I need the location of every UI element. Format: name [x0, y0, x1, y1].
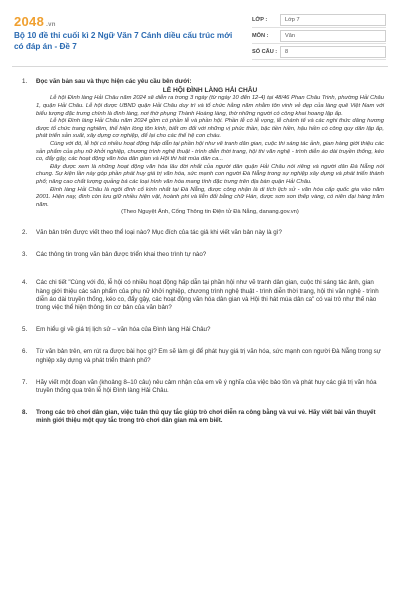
site-logo[interactable]: 2048 .vn: [14, 14, 56, 29]
question-count-value: 8: [280, 46, 386, 58]
question-count-label: SỐ CÂU :: [252, 49, 278, 55]
reading-source: (Theo Nguyệt Ánh, Cổng Thông tin Điện tử Đà Nẵng, danang.gov.vn): [121, 209, 299, 216]
class-label: LỚP :: [252, 17, 268, 23]
header-divider: [12, 66, 388, 67]
question-number: 3.: [22, 251, 28, 259]
class-value: Lớp 7: [280, 14, 386, 26]
exam-content: [22, 78, 384, 426]
question-text: Các chi tiết "Cùng với đó, lễ hội có nhiều hoạt động hấp dẫn tại phần hội như vẽ tranh dân gian, cuộc thi sáng tác ảnh, gian hàng giới thiệu các sản phẩm của phụ nữ khởi nghiệp, chương trình nghệ thuật - trình diễn thời trang, hội thi văn nghệ - trình diễn áo dài truyền thống, kéo co, đẩy gậy, các hoạt động văn hóa dân gian và Hội thi hát múa dân ca" có vai trò như thế nào trong việc thể hiện thông tin cơ bản của văn bản?: [36, 279, 379, 311]
question-text: Trong các trò chơi dân gian, việc tuân thủ quy tắc giúp trò chơi diễn ra công bằng và vui vẻ. Hãy viết bài văn thuyết minh giới thiệu một quy tắc trong trò chơi dân gian mà em biết.: [36, 409, 376, 425]
reading-paragraph: Cùng với đó, lễ hội có nhiều hoạt động hấp dẫn tại phần hội như vẽ tranh dân gian, cuộc thi sáng tác ảnh, gian hàng giới thiệu các sản phẩm của phụ nữ khởi nghiệp, chương trình nghệ thuật - trình diễn thời trang, hội thi văn nghệ - trình diễn áo dài truyền thống, kéo co, đẩy gậy, các hoạt động văn hóa dân gian và Hội thi hát múa dân ca...: [36, 140, 384, 163]
reading-paragraph: Đình làng Hải Châu là ngôi đình cổ kính nhất tại Đà Nẵng, được công nhận là di tích lịch sử - văn hóa cấp quốc gia vào năm 2001. Hiện nay, đình còn lưu giữ nhiều hiện vật, hoành phi và liễn đối bằng chữ Hán, được sơn son thếp vàng, có niên đại hàng trăm năm.: [36, 186, 384, 208]
question-number: 5.: [22, 326, 28, 334]
question-3: [22, 251, 384, 259]
reading-title: LỄ HỘI ĐÌNH LÀNG HẢI CHÂU: [162, 87, 258, 95]
question-count-row: [252, 45, 386, 60]
subject-value: Văn: [280, 30, 386, 42]
exam-info-panel: [252, 13, 386, 61]
question-number: 1.: [22, 78, 28, 85]
question-6: [22, 348, 384, 364]
question-text: Văn bản trên được viết theo thể loại nào? Mục đích của tác giả khi viết văn bản này là gì?: [36, 228, 282, 236]
question-text: Từ văn bản trên, em rút ra được bài học gì? Em sẽ làm gì để phát huy giá trị văn hóa, sức mạnh con người Đà Nẵng trong sự nghiệp xây dựng và phát triển thành phố?: [36, 348, 381, 364]
question-number: 2.: [22, 228, 28, 236]
question-number: 8.: [22, 409, 28, 417]
question-4: [22, 279, 384, 312]
subject-row: [252, 29, 386, 44]
question-number: 7.: [22, 378, 28, 386]
question-text: Hãy viết một đoạn văn (khoảng 8–10 câu) nêu cảm nhận của em về ý nghĩa của việc bảo tồn và phát huy các giá trị văn hóa truyền thống qua trên lễ hội Đình làng Hải Châu.: [36, 378, 377, 394]
question-2: [22, 229, 384, 237]
subject-label: MÔN :: [252, 33, 269, 39]
question-7: [22, 379, 384, 395]
question-8: [22, 409, 384, 425]
question-number: 6.: [22, 348, 28, 356]
question-1: [22, 78, 384, 217]
reading-paragraph: Lễ hội Đình làng Hải Châu năm 2024 sẽ diễn ra trong 3 ngày (từ ngày 10 đến 12-4) tại 48/46 Phan Châu Trinh, phường Hải Châu 1, quận Hải Châu. Lễ hội được UBND quận Hải Châu duy trì và tổ chức hằng năm nhằm tôn vinh vẻ đẹp của làng quê Việt Nam với biểu tượng đặc trưng chính là đình làng, nơi thờ phụng Thành Hoàng làng, thờ những người có công khai hoang lập ấp.: [36, 95, 384, 117]
reading-paragraph: Đây được xem là những hoạt động văn hóa lâu đời nhất của người dân quận Hải Châu nói riêng và người dân Đà Nẵng nói chung. Sự kiện lần này góp phần phát huy giá trị văn hóa, sức mạnh con người Đà Nẵng trong sự nghiệp xây dựng và phát triển thành phố; nâng cao chất lượng quảng bá các loại hình văn hóa mang tính đặc trưng trên địa bàn quận Hải Châu.: [36, 163, 384, 185]
question-number: 4.: [22, 279, 28, 287]
page-header: [0, 0, 400, 62]
question-5: [22, 326, 384, 334]
reading-paragraph: Lễ hội Đình làng Hải Châu năm 2024 gồm có phần lễ và phần hội. Phần lễ có lễ vọng, lễ chánh tế và các nghi thức dâng hương được tổ chức trang nghiêm, thể hiện lòng tôn kính, biết ơn đối với những vị phúc thần, bậc tiền hiền, hậu hiền có công quy dân lập ấp, phát triển sản xuất, xây dựng cơ nghiệp, để lại cho các thế hệ con cháu.: [36, 118, 384, 140]
reading-passage: [36, 87, 384, 217]
class-row: [252, 13, 386, 28]
question-1-prompt: Đọc văn bản sau và thực hiện các yêu cầu bên dưới:: [36, 78, 192, 85]
question-text: Các thông tin trong văn bản được triển khai theo trình tự nào?: [36, 251, 207, 259]
document-title: Bộ 10 đề thi cuối kì 2 Ngữ Văn 7 Cánh diều cấu trúc mới có đáp án - Đề 7: [14, 31, 233, 51]
question-text: Em hiểu gì về giá trị lịch sử – văn hóa của Đình làng Hải Châu?: [36, 326, 211, 334]
